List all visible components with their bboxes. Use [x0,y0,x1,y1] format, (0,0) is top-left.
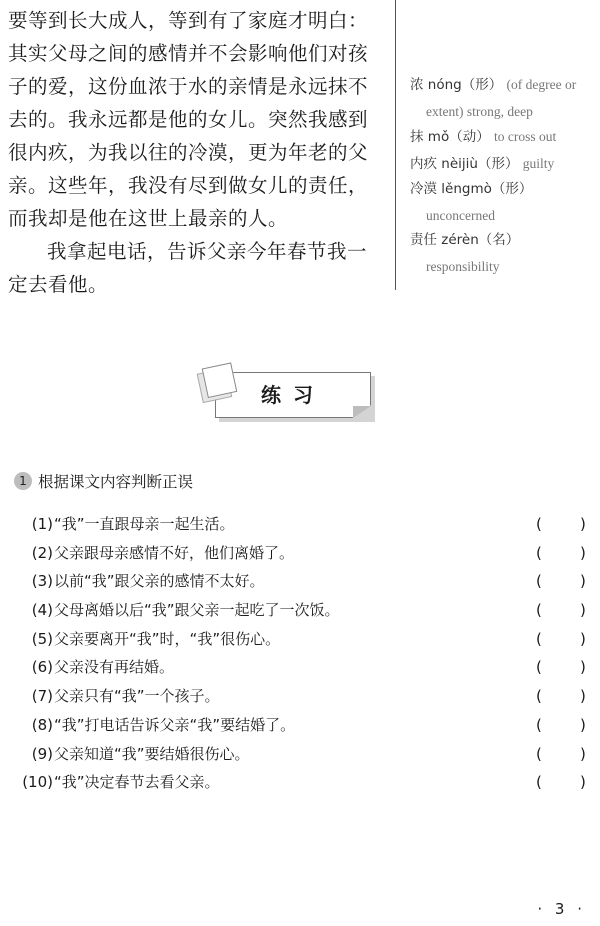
question-row [0,768,600,797]
answer-paren-open[interactable]: ( [536,687,542,706]
question-text: 父亲要离开“我”时，“我”很伤心。 [54,629,281,648]
answer-paren-close[interactable]: ) [580,601,586,620]
question-list [0,510,600,797]
vocab-gloss-continued: unconcerned [426,207,495,223]
question-number: (5) [31,629,53,648]
question-number: (4) [31,601,53,620]
exercise-heading [14,470,193,492]
column-divider [395,0,396,290]
answer-paren-close[interactable]: ) [580,744,586,763]
question-row [0,596,600,625]
page-number: · 3 · [537,900,586,918]
exercise-number-badge: 1 [14,472,32,490]
passage-line: 子的爱，这份血浓于水的亲情是永远抹不 [8,75,369,98]
question-number: (3) [31,572,53,591]
vocab-gloss: (of degree or [506,77,577,92]
vocab-gloss-continued: extent) strong, deep [426,103,533,119]
question-row [0,682,600,711]
passage-line: 亲。这些年，我没有尽到做女儿的责任， [8,174,369,197]
answer-paren-close[interactable]: ) [580,515,586,533]
vocab-entry [410,177,600,203]
question-row [0,567,600,596]
section-banner [195,362,385,432]
question-number: (8) [31,715,53,734]
question-text: 以前“我”跟父亲的感情不太好。 [54,572,265,591]
exercise-title: 根据课文内容判断正误 [38,473,194,491]
answer-paren-close[interactable]: ) [580,543,586,562]
vocab-entry [410,228,600,254]
answer-paren-open[interactable]: ( [536,744,542,763]
question-text: “我”决定春节去看父亲。 [54,773,220,792]
vocab-gloss: guilty [522,155,555,171]
answer-paren-open[interactable]: ( [536,715,542,734]
answer-paren-close[interactable]: ) [580,572,586,591]
question-number: (2) [31,543,53,562]
vocab-word: 冷漠 lěngmò（形） [410,181,533,197]
passage-line: 我拿起电话，告诉父亲今年春节我一 [47,240,368,263]
question-row [0,539,600,568]
question-text: 父亲知道“我”要结婚很伤心。 [54,744,250,763]
passage-line: 而我却是他在这世上最亲的人。 [8,207,289,230]
vocab-entry [410,151,600,178]
question-row [0,510,600,539]
vocab-word: 抹 mǒ（动） [410,129,490,145]
passage-text [8,4,394,301]
question-number: (9) [31,744,53,763]
answer-paren-close[interactable]: ) [580,629,586,648]
passage-line: 去的。我永远都是他的女儿。突然我感到 [8,108,369,131]
question-text: 父亲跟母亲感情不好，他们离婚了。 [54,543,295,562]
answer-paren-close[interactable]: ) [580,687,586,706]
passage-line: 定去看他。 [8,273,109,296]
answer-paren-open[interactable]: ( [536,773,542,792]
answer-paren-open[interactable]: ( [536,658,542,677]
question-number: (7) [31,687,53,706]
answer-paren-open[interactable]: ( [536,572,542,591]
vocab-entry [410,72,600,99]
question-text: “我”打电话告诉父亲“我”要结婚了。 [54,715,296,734]
answer-paren-open[interactable]: ( [536,629,542,648]
question-text: 父母离婚以后“我”跟父亲一起吃了一次饭。 [54,601,340,620]
answer-paren-close[interactable]: ) [580,658,586,677]
question-number: (10) [22,773,53,792]
vocab-word: 内疚 nèijiù（形） [410,155,519,172]
passage-line: 要等到长大成人，等到有了家庭才明白： [8,9,369,32]
answer-paren-close[interactable]: ) [580,773,586,792]
question-text: 父亲只有“我”一个孩子。 [54,687,220,706]
passage-line: 很内疚，为我以往的冷漠，更为年老的父 [8,141,369,164]
vocab-entry [410,124,600,151]
passage-line: 其实父母之间的感情并不会影响他们对孩 [8,42,369,65]
section-title: 练习 [261,383,325,407]
vocab-gloss-continued: responsibility [426,258,500,274]
vocabulary-list [410,72,600,279]
question-text: “我”一直跟母亲一起生活。 [54,515,235,533]
question-row [0,653,600,682]
answer-paren-close[interactable]: ) [580,715,586,734]
question-number: (1) [31,515,53,533]
question-text: 父亲没有再结婚。 [54,658,175,677]
vocab-word: 浓 nóng（形） [410,77,503,93]
vocab-gloss: to cross out [494,129,557,144]
question-row [0,625,600,654]
answer-paren-open[interactable]: ( [536,543,542,562]
answer-paren-open[interactable]: ( [536,601,542,620]
question-row [0,740,600,769]
question-row [0,711,600,740]
vocab-word: 责任 zérèn（名） [410,232,520,248]
question-number: (6) [31,658,53,677]
answer-paren-open[interactable]: ( [536,515,542,533]
